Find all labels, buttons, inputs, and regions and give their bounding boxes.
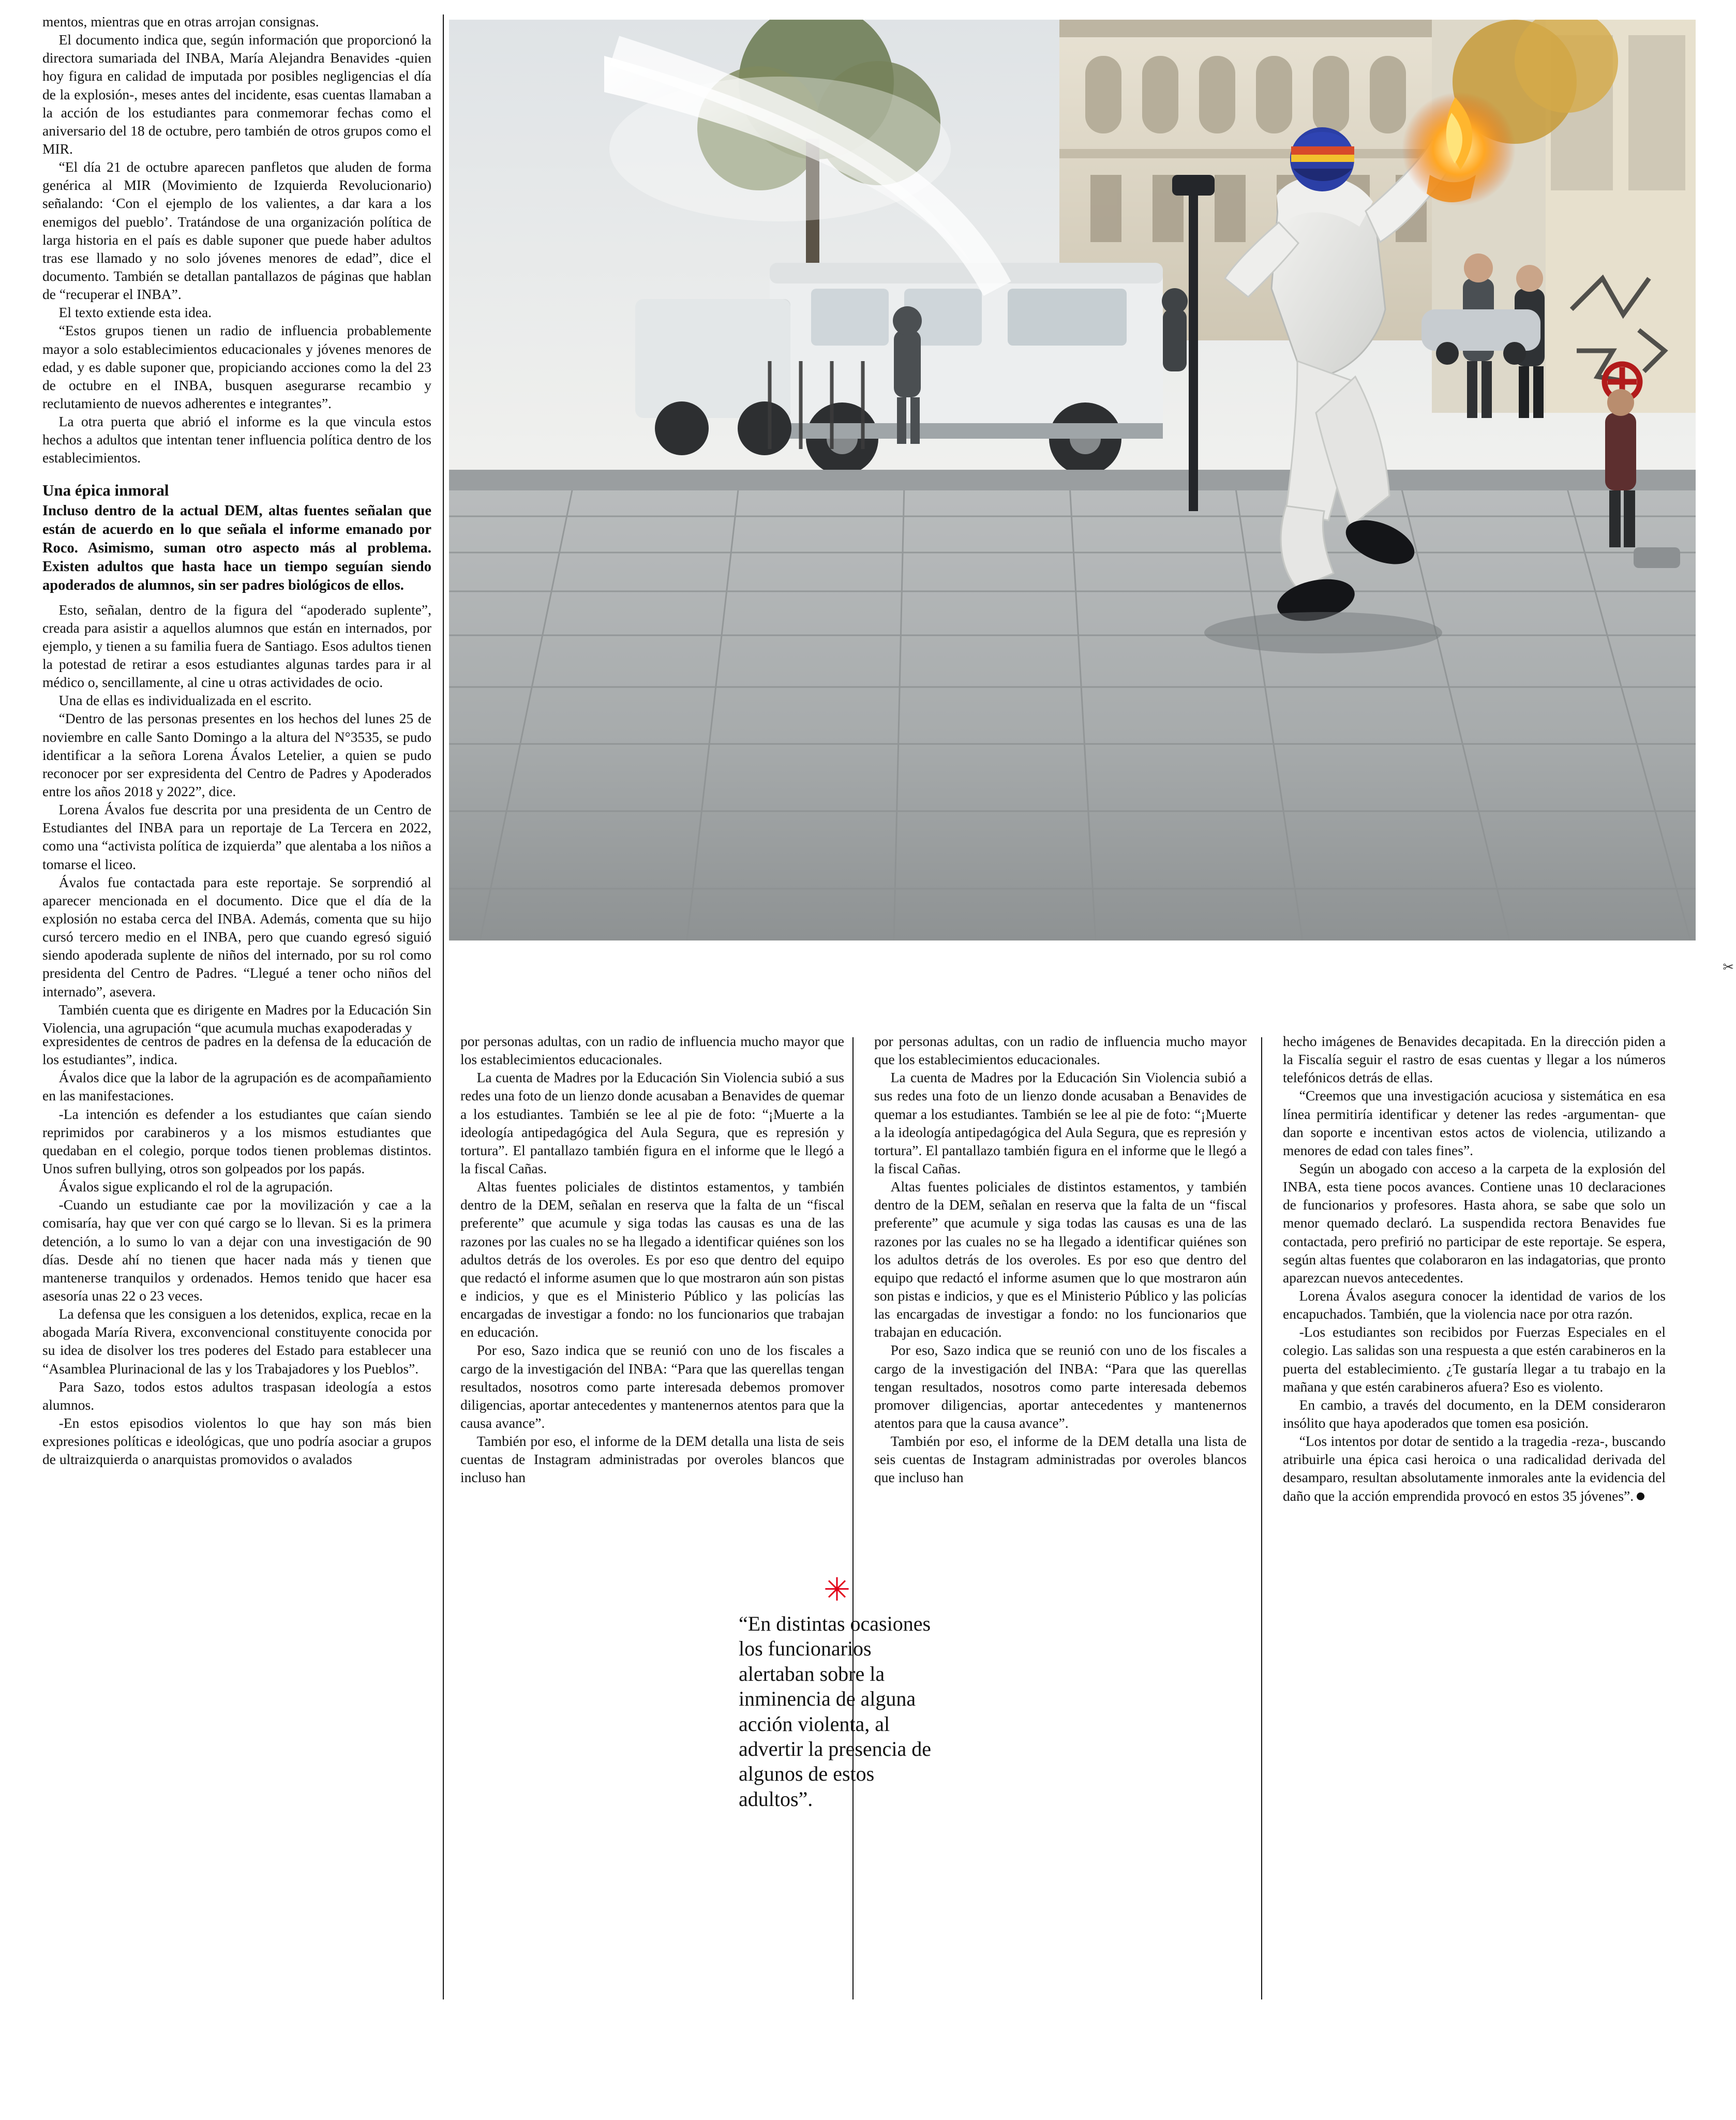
asterisk-icon: ✳ — [824, 1573, 850, 1608]
paragraph: expresidentes de centros de padres en la defensa de la educación de los estudiantes”, indica. — [42, 1033, 431, 1068]
paragraph: La cuenta de Madres por la Educación Sin Violencia subió a sus redes una foto de un lienzo donde acusaban a Benavides de quemar a los estudiantes. También se lee al pie de foto: “¡Muerte a la ideología antipedagógica del Aula Segura, que es represión y tortura”. El pantallazo también figura en el informe que le llegó a la fiscal Cañas. — [874, 1069, 1247, 1176]
paragraph: También cuenta que es dirigente en Madres por la Educación Sin Violencia, una agrupación “que acumula muchas exapoderadas y — [42, 1001, 431, 1036]
paragraph: “Creemos que una investigación acuciosa y sistemática en esa línea permitiría identificar y detener las redes -argumentan- que dan soporte e incentivan estos actos de violencia, utilizando a menores de edad con tales fines”. — [1283, 1087, 1666, 1158]
paragraph — [1283, 1432, 1666, 1505]
paragraph: “Estos grupos tienen un radio de influencia probablemente mayor a solo establecimientos educacionales y jóvenes menores de edad, y es dable suponer que, propiciando acciones como la del 23 de octubre en el INBA, busquen asegurarse recambio y reclutamiento de nuevos adherentes e integrantes”. — [42, 322, 431, 411]
paragraph: “El día 21 de octubre aparecen panfletos que aluden de forma genérica al MIR (Movimiento de Izquierda Revolucionario) señalando: ‘Con el ejemplo de los valientes, a dar kara a los enemigos del pueblo’. Tratándose de una organización política de larga historia en el país es dable suponer que puede haber adultos tras ese llamado y no solo jóvenes menores de edad”, dice el documento. También se detallan pantallazos de páginas que hablan de “recuperar el INBA”. — [42, 159, 431, 303]
paragraph: Por eso, Sazo indica que se reunió con uno de los fiscales a cargo de la investigación del INBA: “Para que las querellas tengan resultados, nosotros como parte interesada debemos promover diligencias, aportar antecedentes y mantenernos atentos para que la causa avance”. — [460, 1342, 844, 1431]
paragraph: También por eso, el informe de la DEM detalla una lista de seis cuentas de Instagram administradas por overoles blancos que incluso han — [460, 1433, 844, 1486]
column-divider — [852, 1037, 854, 1999]
paragraph: Altas fuentes policiales de distintos estamentos, y también dentro de la DEM, señalan en reserva que la falta de un “fiscal preferente” que acumule y siga todas las causas es una de las razones por las cuales no se ha llegado a identificar quiénes son los adultos detrás de los overoles. Es por eso que dentro del equipo que redactó el informe asumen que lo que mostraron aún son pistas e indicios, y que es el Ministerio Público y las policías las encargadas de investigar a fondo: no los funcionarios que trabajan en educación. — [874, 1178, 1247, 1340]
paragraph: “Dentro de las personas presentes en los hechos del lunes 25 de noviembre en calle Santo Domingo a la altura del N°3535, se pudo identificar a la señora Lorena Ávalos Letelier, a quien se pudo reconocer por ser expresidenta del Centro de Padres y Apoderados entre los años 2018 y 2022”, dice. — [42, 710, 431, 800]
upper-zone — [0, 0, 1736, 1036]
paragraph: Una de ellas es individualizada en el escrito. — [58, 692, 312, 709]
text-column-2 — [460, 1032, 844, 1487]
column-divider — [443, 14, 444, 1003]
paragraph: Altas fuentes policiales de distintos estamentos, y también dentro de la DEM, señalan en reserva que la falta de un “fiscal preferente” que acumule y siga todas las causas es una de las razones por las cuales no se ha llegado a identificar quiénes son los adultos detrás de los overoles. Es por eso que dentro del equipo que redactó el informe asumen que lo que mostraron aún son pistas e indicios, y que es el Ministerio Público y las policías las encargadas de investigar a fondo: no los funcionarios que trabajan en educación. — [460, 1178, 844, 1340]
page-edge-marker: ✂ — [1723, 960, 1734, 975]
paragraph: Por eso, Sazo indica que se reunió con uno de los fiscales a cargo de la investigación del INBA: “Para que las querellas tengan resultados, nosotros como parte interesada debemos promover diligencias, aportar antecedentes y mantenernos atentos para que la causa avance”. — [874, 1342, 1247, 1431]
paragraph: hecho imágenes de Benavides decapitada. En la dirección piden a la Fiscalía seguir el rastro de esas cuentas y llegar a los números telefónicos detrás de ellas. — [1283, 1033, 1666, 1086]
paragraph: Ávalos dice que la labor de la agrupación es de acompañamiento en las manifestaciones. — [42, 1069, 431, 1104]
paragraph: Ávalos fue contactada para este reportaje. Se sorprendió al aparecer mencionada en el documento. Dice que el día de la explosión no estaba cerca del INBA. Además, comenta que su hijo cursó tercero medio en el INBA, pero que cuando egresó siguió siendo apoderada suplente de niños del internado, por su rol como presidenta del Centro de Padres. “Llegué a tener ocho niños del internado”, asevera. — [42, 874, 431, 999]
text-column-4 — [1283, 1032, 1666, 1505]
paragraph: También por eso, el informe de la DEM detalla una lista de seis cuentas de Instagram administradas por overoles blancos que incluso han — [874, 1433, 1247, 1486]
paragraph: Lorena Ávalos asegura conocer la identidad de varios de los encapuchados. También, que la violencia nace por otra razón. — [1283, 1287, 1666, 1322]
paragraph: por personas adultas, con un radio de influencia mucho mayor que los establecimientos educacionales. — [874, 1033, 1247, 1068]
paragraph: -En estos episodios violentos lo que hay son más bien expresiones políticas e ideológicas, que uno podría asociar a grupos de ultraizquierda o anarquistas promovidos o avalados — [42, 1414, 431, 1468]
paragraph: El texto extiende esta idea. — [58, 304, 212, 321]
news-photo — [449, 20, 1696, 940]
paragraph: -La intención es defender a los estudiantes que caían siendo reprimidos por carabineros y a los mismos estudiantes que quedaban en el colegio, porque todos tienen problemas distintos. Unos sufren bullying, otros son golpeados por los papás. — [42, 1106, 431, 1176]
pull-quote-text: “En distintas ocasiones los funcionarios alertaban sobre la inminencia de alguna acción violenta, al advertir la presencia de algunos de estos adultos”. — [739, 1612, 932, 1811]
paragraph: por personas adultas, con un radio de influencia mucho mayor que los establecimientos educacionales. — [460, 1033, 844, 1068]
paragraph: El documento indica que, según información que proporcionó la directora sumariada del INBA, María Alejandra Benavides -quien hoy figura en calidad de imputada por posibles negligencias el día de la explosión-, meses antes del incidente, esas cuentas llamaban a la acción de los estudiantes para conmemorar fechas como el aniversario del 18 de octubre, pero también de otros grupos como el MIR. — [42, 32, 431, 157]
lower-zone — [0, 1032, 1736, 2118]
paragraph: Ávalos sigue explicando el rol de la agrupación. — [58, 1178, 333, 1195]
paragraph: -Los estudiantes son recibidos por Fuerzas Especiales en el colegio. Las salidas son una respuesta a que estén carabineros en la puerta del establecimiento. ¿Te gustaría llegar a tu trabajo en la mañana y que estén carabineros afuera? Eso es violento. — [1283, 1324, 1666, 1395]
left-top-column — [42, 12, 431, 1037]
paragraph: En cambio, a través del documento, en la DEM consideraron insólito que haya apoderados que tomen esa posición. — [1283, 1396, 1666, 1431]
paragraph: La otra puerta que abrió el informe es la que vincula estos hechos a adultos que intentan tener influencia política dentro de los establecimientos. — [42, 413, 431, 466]
final-paragraph-text: “Los intentos por dotar de sentido a la tragedia -reza-, buscando atribuirle una épica casi heroica o una radicalidad derivada del desamparo, resultan absolutamente inmorales ante la evidencia del daño que la acción emprendida provocó en estos 35 jóvenes”. — [1283, 1433, 1666, 1504]
section-heading: Una épica inmoral — [42, 481, 169, 499]
paragraph: mentos, mientras que en otras arrojan consignas. — [42, 13, 319, 29]
paragraph: Según un abogado con acceso a la carpeta de la explosión del INBA, esta tiene pocos avances. Contiene unas 10 declaraciones de funcionarios y profesores. Hasta ahora, se sabe que solo un menor quemado declaró. La suspendida rectora Benavides fue contactada, pero prefirió no participar de este reportaje. Se espera, según altas fuentes que colaboraron en las indagatorias, que pronto aparezcan nuevos antecedentes. — [1283, 1160, 1666, 1286]
paragraph: La defensa que les consiguen a los detenidos, explica, recae en la abogada María Rivera, exconvencional constituyente conocida por su idea de disolver los tres poderes del Estado para establecer una “Asamblea Plurinacional de las y los Trabajadores y los Pueblos”. — [42, 1306, 431, 1377]
pull-quote — [739, 1565, 935, 1812]
column-divider — [443, 1001, 444, 1999]
paragraph: La cuenta de Madres por la Educación Sin Violencia subió a sus redes una foto de un lienzo donde acusaban a Benavides de quemar a los estudiantes. También se lee al pie de foto: “¡Muerte a la ideología antipedagógica del Aula Segura, que es represión y tortura”. El pantallazo también figura en el informe que le llegó a la fiscal Cañas. — [460, 1069, 844, 1176]
lead-paragraph: Incluso dentro de la actual DEM, altas fuentes señalan que están de acuerdo en lo que señala el informe emanado por Roco. Asimismo, suman otro aspecto más al problema. Existen adultos que hasta hace un tiempo seguían siendo apoderados de alumnos, sin ser padres biológicos de ellos. — [42, 502, 431, 594]
paragraph: -Cuando un estudiante cae por la movilización y cae a la comisaría, hay que ver con qué cargo se lo llevan. Si es la primera detención, a lo sumo lo van a dejar con una investigación de 90 días. Desde ahí no tienen que hacer nada más y tienen que mantenerse tranquilos y ordenados. Hemos tenido que hacer esa asesoría unas 22 o 23 veces. — [42, 1197, 431, 1304]
end-mark — [1637, 1492, 1644, 1500]
text-column-1 — [42, 1032, 431, 1468]
paragraph: Esto, señalan, dentro de la figura del “apoderado suplente”, creada para asistir a aquellos alumnos que están en internados, por ejemplo, y tienen a su familia fuera de Santiago. Esos adultos tienen la potestad de retirar a esos estudiantes algunas tardes para ir al médico o, sencillamente, al cine u otras actividades de ocio. — [42, 601, 431, 691]
text-column-3 — [874, 1032, 1247, 1487]
paragraph: Lorena Ávalos fue descrita por una presidenta de un Centro de Estudiantes del INBA para un reportaje de La Tercera en 2022, como una “activista política de izquierda” que alentaba a los niños a tomarse el liceo. — [42, 801, 431, 872]
paragraph: Para Sazo, todos estos adultos traspasan ideología a estos alumnos. — [42, 1378, 431, 1413]
column-divider — [1261, 1037, 1262, 1999]
